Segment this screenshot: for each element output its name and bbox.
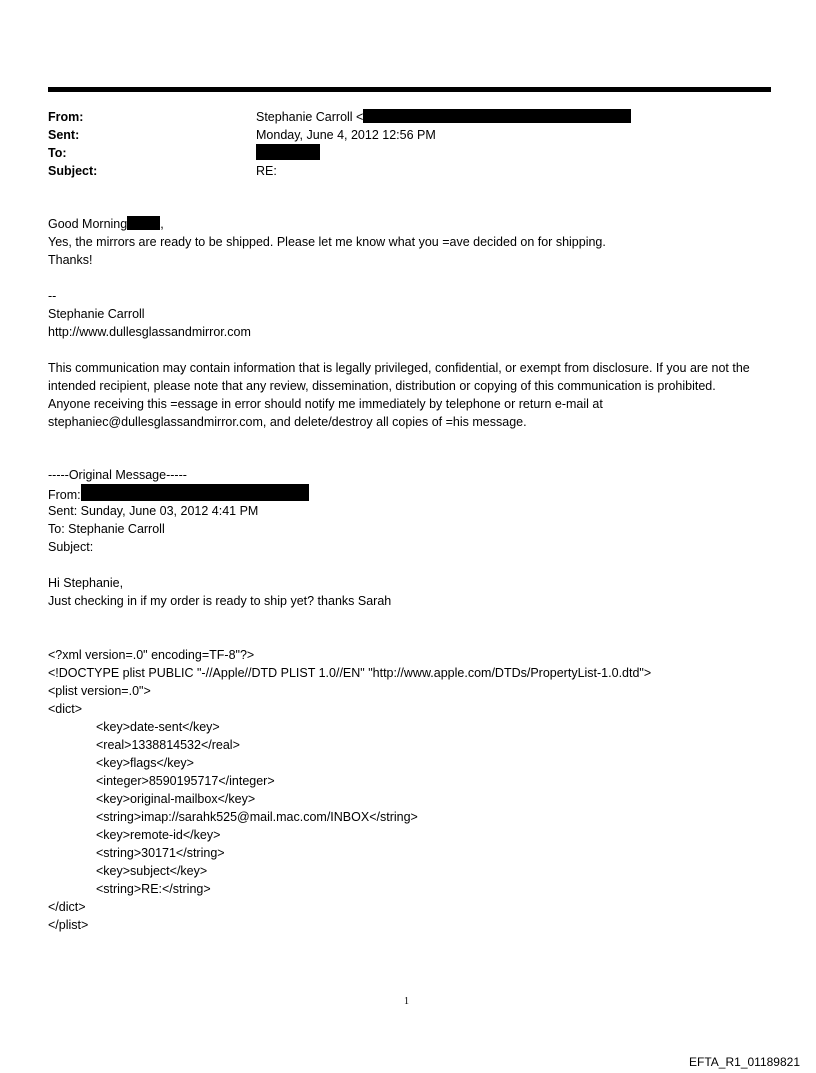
from-value <box>256 108 631 126</box>
to-value <box>256 144 320 163</box>
original-subject: Subject: <box>48 540 94 554</box>
original-to: To: Stephanie Carroll <box>48 522 165 536</box>
redaction-box <box>127 216 160 230</box>
sent-value: Monday, June 4, 2012 12:56 PM <box>256 128 436 142</box>
original-sent: Sent: Sunday, June 03, 2012 4:41 PM <box>48 504 259 518</box>
subject-label: Subject: <box>48 164 98 178</box>
signature-name: Stephanie Carroll <box>48 307 145 321</box>
bates-number: EFTA_R1_01189821 <box>689 1055 800 1069</box>
plist-line: <real>1338814532</real> <box>96 738 240 752</box>
header-rule <box>48 87 771 92</box>
plist-line: </plist> <box>48 918 89 932</box>
original-message-header <box>48 466 758 556</box>
redaction-box <box>363 109 631 123</box>
email-header <box>48 108 748 180</box>
redaction-box <box>256 144 320 160</box>
plist-line: <integer>8590195717</integer> <box>96 774 275 788</box>
plist-line: </dict> <box>48 900 86 914</box>
greeting-comma: , <box>160 217 164 231</box>
plist-line: <plist version=.0"> <box>48 684 151 698</box>
body-line: Yes, the mirrors are ready to be shipped. Please let me know what you =ave decided on for shipping. <box>48 235 606 249</box>
signature-url: http://www.dullesglassandmirror.com <box>48 325 251 339</box>
greeting: Good Morning <box>48 217 128 231</box>
subject-row <box>48 162 748 180</box>
plist-line: <string>30171</string> <box>96 846 225 860</box>
plist-line: <dict> <box>48 702 83 716</box>
plist-line: <key>subject</key> <box>96 864 208 878</box>
plist-line: <?xml version=.0" encoding=TF-8"?> <box>48 648 255 662</box>
page-number: 1 <box>404 996 409 1007</box>
plist-line: <key>date-sent</key> <box>96 720 220 734</box>
sent-label: Sent: <box>48 128 80 142</box>
from-row <box>48 108 748 126</box>
subject-value: RE: <box>256 164 277 178</box>
original-marker: -----Original Message----- <box>48 468 187 482</box>
to-row <box>48 144 748 162</box>
redaction-box <box>81 484 309 501</box>
signature <box>48 287 758 341</box>
original-text: Just checking in if my order is ready to ship yet? thanks Sarah <box>48 594 392 608</box>
plist-line: <!DOCTYPE plist PUBLIC "-//Apple//DTD PLIST 1.0//EN" "http://www.apple.com/DTDs/PropertyList-1.0.dtd"> <box>48 666 652 680</box>
original-message-body <box>48 574 758 610</box>
plist-line: <key>original-mailbox</key> <box>96 792 256 806</box>
disclaimer: This communication may contain information that is legally privileged, confidential, or exempt from disclosure. If you are not the intended recipient, please note that any review, dissemination, distribution or copying of this communication is prohibited. Anyone receiving this =essage in error should notify me immediately by telephone or return e-mail at stephaniec@dullesglassandmirror.com, and delete/destroy all copies of =his message. <box>48 361 750 429</box>
from-label: From: <box>48 110 84 124</box>
plist-block <box>48 646 758 934</box>
body-line: Thanks! <box>48 253 93 267</box>
email-body <box>48 215 758 269</box>
original-greeting: Hi Stephanie, <box>48 576 124 590</box>
sent-row <box>48 126 748 144</box>
original-from <box>48 484 758 502</box>
signature-separator: -- <box>48 289 57 303</box>
original-from-label: From: <box>48 488 81 502</box>
from-name: Stephanie Carroll < <box>256 110 364 124</box>
greeting-line <box>48 215 758 233</box>
plist-line: <string>imap://sarahk525@mail.mac.com/INBOX</string> <box>96 810 418 824</box>
plist-line: <key>remote-id</key> <box>96 828 221 842</box>
plist-line: <string>RE:</string> <box>96 882 211 896</box>
to-label: To: <box>48 146 67 160</box>
plist-line: <key>flags</key> <box>96 756 194 770</box>
